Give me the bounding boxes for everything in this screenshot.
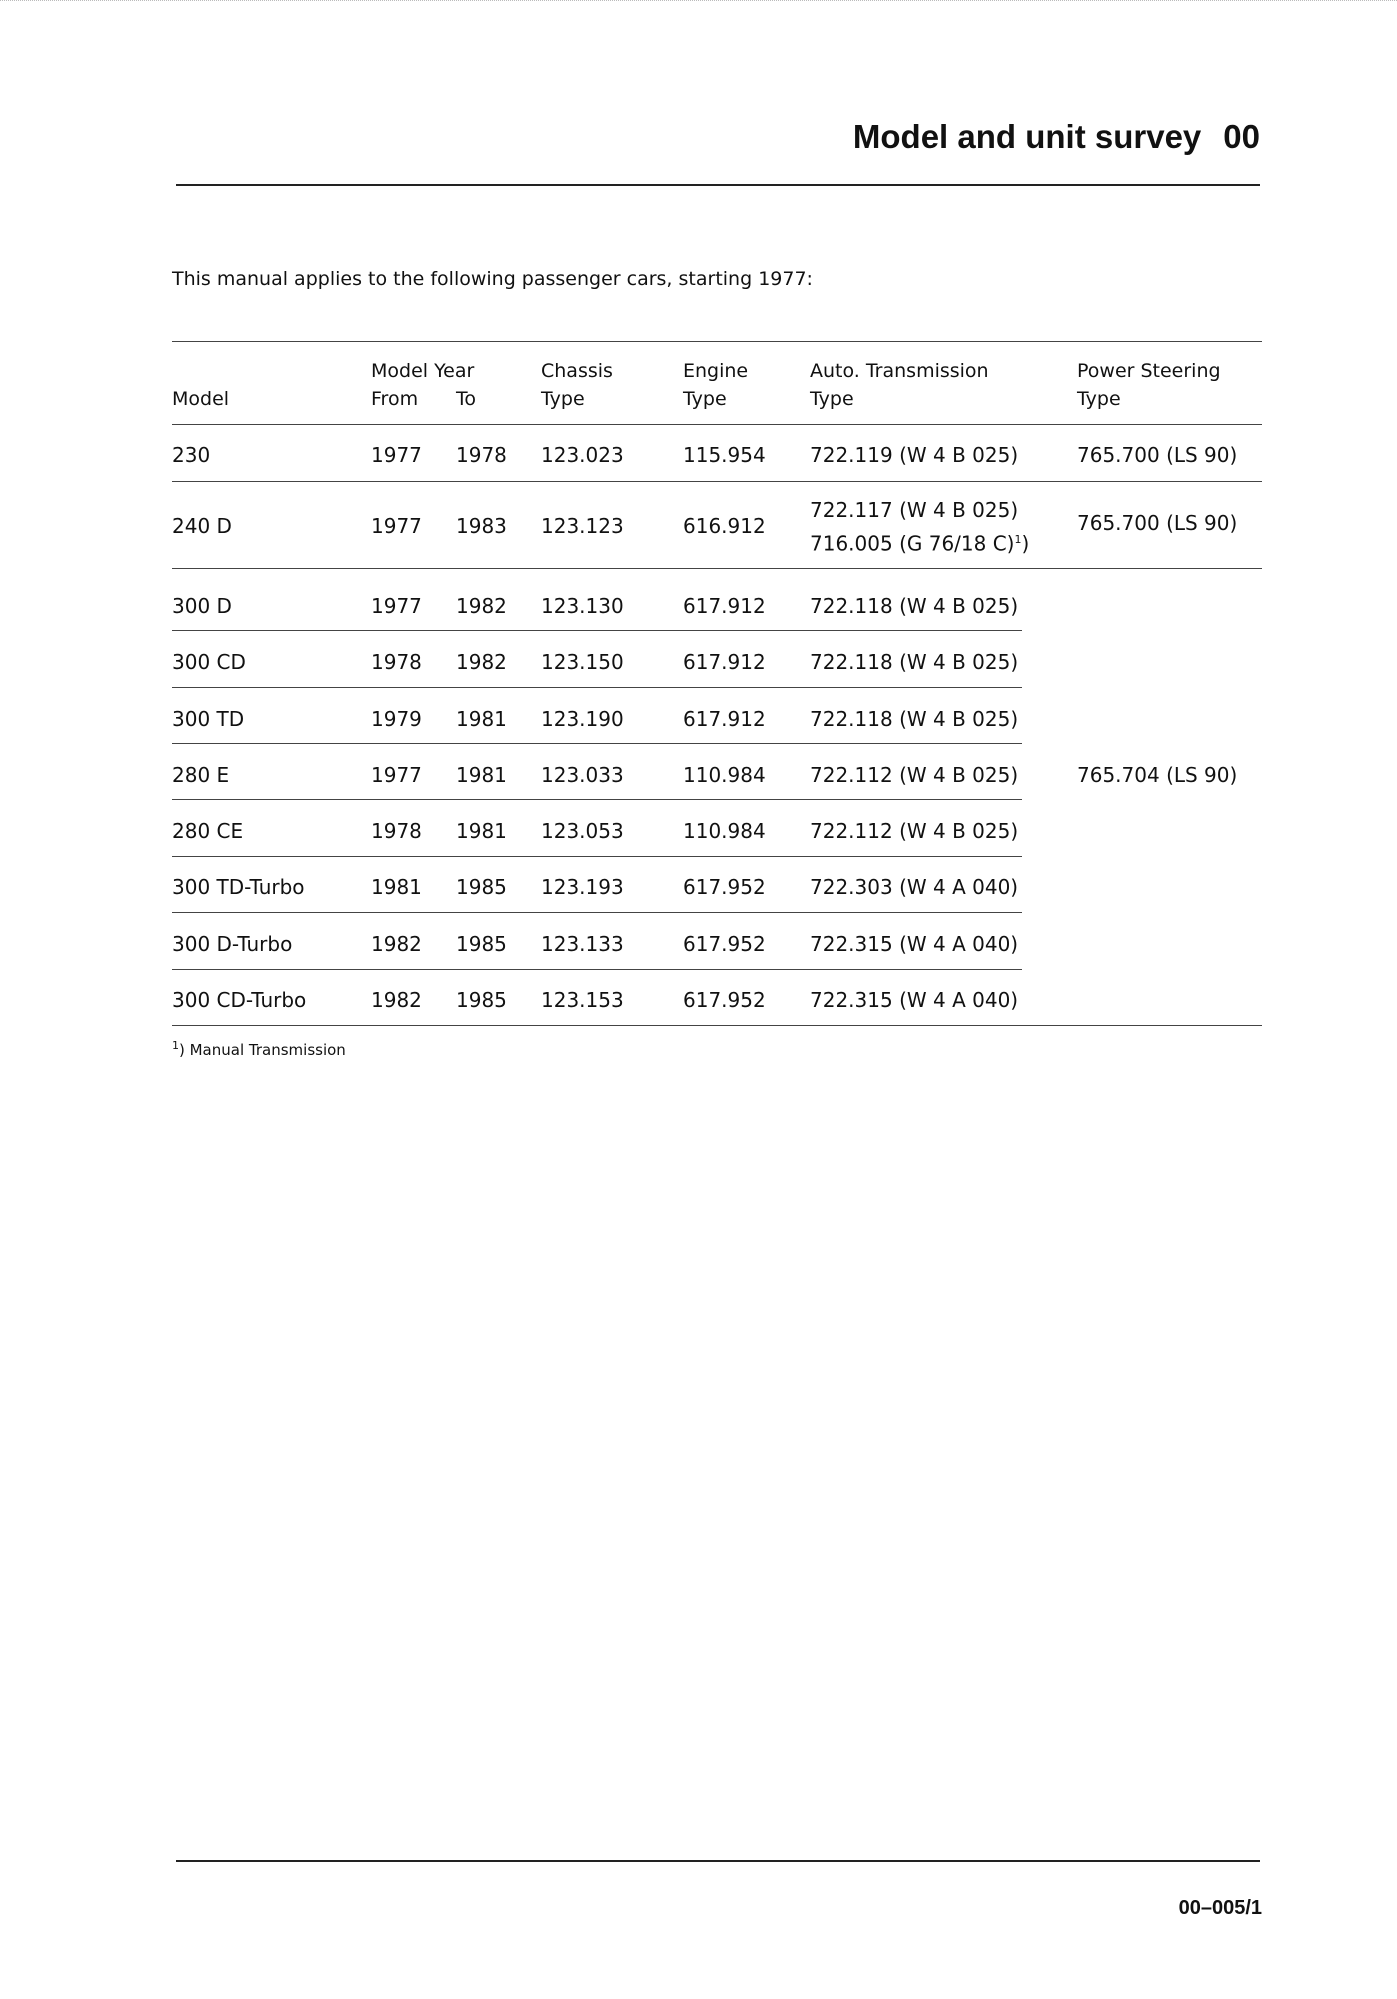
cell-from: 1978	[371, 819, 422, 843]
page-number: 00–005/1	[1178, 1897, 1262, 1919]
header-transmission: Auto. Transmission	[810, 360, 989, 382]
row-divider	[172, 912, 1022, 913]
header-engine-type: Type	[683, 388, 727, 410]
header-bottom-rule	[172, 424, 1262, 425]
cell-model: 300 TD	[172, 707, 245, 731]
cell-chassis: 123.193	[541, 875, 624, 899]
footnote-text: ) Manual Transmission	[179, 1041, 346, 1059]
cell-from: 1977	[371, 594, 422, 618]
footer-rule	[176, 1860, 1260, 1862]
top-border	[0, 0, 1397, 1]
page-title	[853, 118, 1260, 156]
row-divider	[172, 687, 1022, 688]
cell-transmission: 722.112 (W 4 B 025)	[810, 819, 1019, 843]
header-chassis-type: Type	[541, 388, 585, 410]
cell-transmission: 722.118 (W 4 B 025)	[810, 707, 1019, 731]
cell-engine: 617.912	[683, 650, 766, 674]
cell-to: 1981	[456, 819, 507, 843]
cell-chassis: 123.023	[541, 443, 624, 467]
cell-to: 1985	[456, 988, 507, 1012]
cell-engine: 617.912	[683, 707, 766, 731]
cell-transmission: 722.112 (W 4 B 025)	[810, 763, 1019, 787]
header-model-year: Model Year	[371, 360, 475, 382]
header-from: From	[371, 388, 419, 410]
cell-transmission: 722.117 (W 4 B 025)	[810, 498, 1019, 522]
cell-transmission-manual	[810, 526, 1029, 558]
cell-to: 1978	[456, 443, 507, 467]
cell-from: 1977	[371, 763, 422, 787]
header-model: Model	[172, 388, 230, 410]
row-divider	[172, 630, 1022, 631]
cell-engine: 110.984	[683, 819, 766, 843]
cell-engine: 617.952	[683, 988, 766, 1012]
cell-steering-shared: 765.704 (LS 90)	[1077, 763, 1238, 787]
cell-to: 1982	[456, 650, 507, 674]
header-chassis: Chassis	[541, 360, 613, 382]
footnote	[172, 1039, 346, 1059]
row-divider	[172, 481, 1262, 482]
cell-model: 300 D-Turbo	[172, 932, 293, 956]
row-divider	[172, 799, 1022, 800]
cell-to: 1981	[456, 707, 507, 731]
cell-model: 280 CE	[172, 819, 244, 843]
cell-engine: 617.912	[683, 594, 766, 618]
footnote-ref: 1	[1014, 533, 1022, 546]
cell-chassis: 123.190	[541, 707, 624, 731]
cell-model: 300 CD-Turbo	[172, 988, 307, 1012]
cell-transmission: 722.119 (W 4 B 025)	[810, 443, 1019, 467]
cell-from: 1982	[371, 988, 422, 1012]
cell-to: 1982	[456, 594, 507, 618]
cell-chassis: 123.033	[541, 763, 624, 787]
page-title-text: Model and unit survey	[852, 118, 1202, 155]
row-divider	[172, 568, 1262, 569]
cell-to: 1985	[456, 875, 507, 899]
cell-engine: 617.952	[683, 875, 766, 899]
table-top-rule	[172, 341, 1262, 342]
cell-from: 1982	[371, 932, 422, 956]
row-divider	[172, 743, 1022, 744]
table-bottom-rule	[172, 1025, 1262, 1026]
cell-chassis: 123.150	[541, 650, 624, 674]
header-engine: Engine	[683, 360, 749, 382]
cell-model: 240 D	[172, 514, 232, 538]
cell-from: 1979	[371, 707, 422, 731]
cell-transmission: 722.315 (W 4 A 040)	[810, 988, 1019, 1012]
intro-text: This manual applies to the following passenger cars, starting 1977:	[172, 268, 813, 290]
section-number: 00	[1223, 118, 1260, 155]
cell-model: 300 D	[172, 594, 232, 618]
cell-transmission: 722.118 (W 4 B 025)	[810, 650, 1019, 674]
cell-engine: 115.954	[683, 443, 766, 467]
footnote-marker: 1	[172, 1039, 179, 1052]
manual-trans-text: 716.005 (G 76/18 C)	[810, 531, 1015, 556]
cell-model: 280 E	[172, 763, 230, 787]
row-divider	[172, 856, 1022, 857]
cell-chassis: 123.133	[541, 932, 624, 956]
manual-trans-close: )	[1021, 531, 1030, 556]
cell-from: 1977	[371, 514, 422, 538]
cell-from: 1978	[371, 650, 422, 674]
cell-to: 1983	[456, 514, 507, 538]
cell-transmission: 722.118 (W 4 B 025)	[810, 594, 1019, 618]
cell-model: 230	[172, 443, 211, 467]
cell-steering: 765.700 (LS 90)	[1077, 443, 1238, 467]
header-transmission-type: Type	[810, 388, 854, 410]
header-steering: Power Steering	[1077, 360, 1221, 382]
header-rule	[176, 184, 1260, 186]
cell-to: 1985	[456, 932, 507, 956]
cell-chassis: 123.053	[541, 819, 624, 843]
row-divider	[172, 969, 1022, 970]
cell-engine: 616.912	[683, 514, 766, 538]
cell-model: 300 TD-Turbo	[172, 875, 305, 899]
cell-from: 1977	[371, 443, 422, 467]
cell-to: 1981	[456, 763, 507, 787]
header-steering-type: Type	[1077, 388, 1121, 410]
cell-steering: 765.700 (LS 90)	[1077, 511, 1238, 535]
cell-transmission: 722.315 (W 4 A 040)	[810, 932, 1019, 956]
cell-model: 300 CD	[172, 650, 246, 674]
cell-engine: 617.952	[683, 932, 766, 956]
cell-transmission: 722.303 (W 4 A 040)	[810, 875, 1019, 899]
cell-from: 1981	[371, 875, 422, 899]
cell-chassis: 123.123	[541, 514, 624, 538]
cell-engine: 110.984	[683, 763, 766, 787]
header-to: To	[456, 388, 477, 410]
cell-chassis: 123.130	[541, 594, 624, 618]
cell-chassis: 123.153	[541, 988, 624, 1012]
